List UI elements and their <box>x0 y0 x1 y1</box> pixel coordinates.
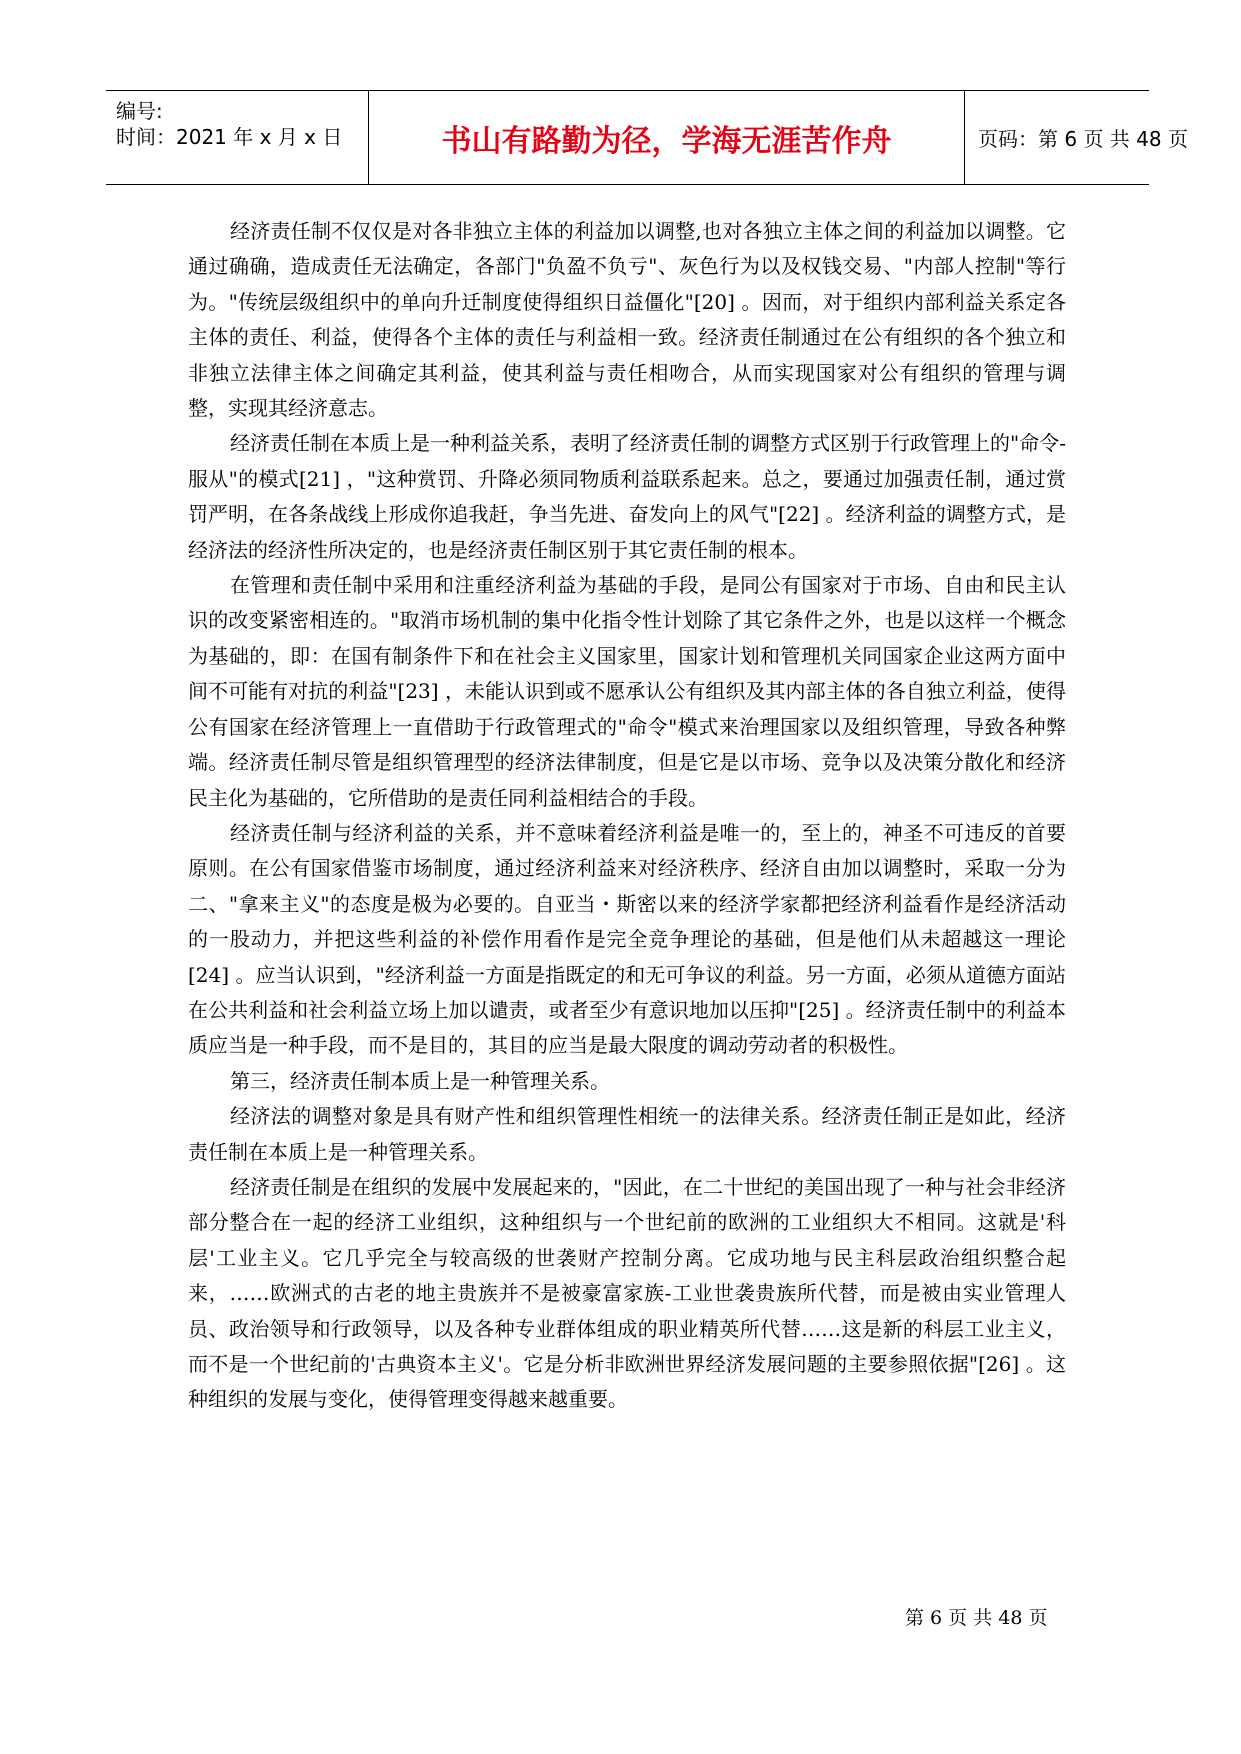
header-divider <box>964 91 965 184</box>
document-number-label: 编号: <box>116 99 163 123</box>
paragraph: 在管理和责任制中采用和注重经济利益为基础的手段，是同公有国家对于市场、自由和民主认识的改变紧密相连的。"取消市场机制的集中化指令性计划除了其它条件之外，也是以这样一个概念为基础的，即：在国有制条件下和在社会主义国家里，国家计划和管理机关同国家企业这两方面中间不可能有对抗的利益"[23] ，未能认识到或不愿承认公有组织及其内部主体的各自独立利益，使得公有国家在经济管理上一直借助于行政管理式的"命令"模式来治理国家以及组织管理，导致各种弊端。经济责任制尽管是组织管理型的经济法律制度，但是它是以市场、竞争以及决策分散化和经济民主化为基础的，它所借助的是责任同利益相结合的手段。 <box>188 573 1066 810</box>
paragraph: 经济责任制与经济利益的关系，并不意味着经济利益是唯一的，至上的，神圣不可违反的首要原则。在公有国家借鉴市场制度，通过经济利益来对经济秩序、经济自由加以调整时，采取一分为二、"拿来主义"的态度是极为必要的。自亚当・斯密以来的经济学家都把经济利益看作是经济活动的一股动力，并把这些利益的补偿作用看作是完全竞争理论的基础，但是他们从未超越这一理论[24] 。应当认识到，"经济利益一方面是指既定的和无可争议的利益。另一方面，必须从道德方面站在公共利益和社会利益立场上加以谴责，或者至少有意识地加以压抑"[25] 。经济责任制中的利益本质应当是一种手段，而不是目的，其目的应当是最大限度的调动劳动者的积极性。 <box>188 820 1066 1058</box>
paragraph: 经济责任制是在组织的发展中发展起来的，"因此，在二十世纪的美国出现了一种与社会非经济部分整合在一起的经济工业组织，这种组织与一个世纪前的欧洲的工业组织大不相同。这就是'科层'工业主义。它几乎完全与较高级的世袭财产控制分离。它成功地与民主科层政治组织整合起来，……欧洲式的古老的地主贵族并不是被豪富家族-工业世袭贵族所代替，而是被由实业管理人员、政治领导和行政领导，以及各种专业群体组成的职业精英所代替……这是新的科层工业主义，而不是一个世纪前的'古典资本主义'。它是分析非欧洲世界经济发展问题的主要参照依据"[26] 。这种组织的发展与变化，使得管理变得越来越重要。 <box>188 1174 1066 1412</box>
paragraph: 经济法的调整对象是具有财产性和组织管理性相统一的法律关系。经济责任制正是如此，经济责任制在本质上是一种管理关系。 <box>188 1104 1066 1164</box>
paragraph: 经济责任制不仅仅是对各非独立主体的利益加以调整,也对各独立主体之间的利益加以调整。它通过确确，造成责任无法确定，各部门"负盈不负亏"、灰色行为以及权钱交易、"内部人控制"等行为。"传统层级组织中的单向升迁制度使得组织日益僵化"[20] 。因而，对于组织内部利益关系定各主体的责任、利益，使得各个主体的责任与利益相一致。经济责任制通过在公有组织的各个独立和非独立法律主体之间确定其利益，使其利益与责任相吻合，从而实现国家对公有组织的管理与调整，实现其经济意志。 <box>188 219 1066 421</box>
document-time-label: 时间：2021 年 x 月 x 日 <box>116 125 343 149</box>
section-heading: 第三，经济责任制本质上是一种管理关系。 <box>230 1068 610 1093</box>
header-motto: 书山有路勤为径，学海无涯苦作舟 <box>441 123 892 159</box>
paragraph: 经济责任制在本质上是一种利益关系，表明了经济责任制的调整方式区别于行政管理上的"命令-服从"的模式[21] ，"这种赏罚、升降必须同物质利益联系起来。总之，要通过加强责任制，通过赏罚严明，在各条战线上形成你追我赶，争当先进、奋发向上的风气"[22] 。经济利益的调整方式，是经济法的经济性所决定的，也是经济责任制区别于其它责任制的根本。 <box>188 431 1066 562</box>
document-body <box>188 214 1066 1418</box>
page-header <box>106 90 1188 185</box>
header-page-info: 页码：第 6 页 共 48 页 <box>978 127 1188 151</box>
page-footer: 第 6 页 共 48 页 <box>905 1607 1048 1629</box>
header-meta <box>116 91 369 184</box>
